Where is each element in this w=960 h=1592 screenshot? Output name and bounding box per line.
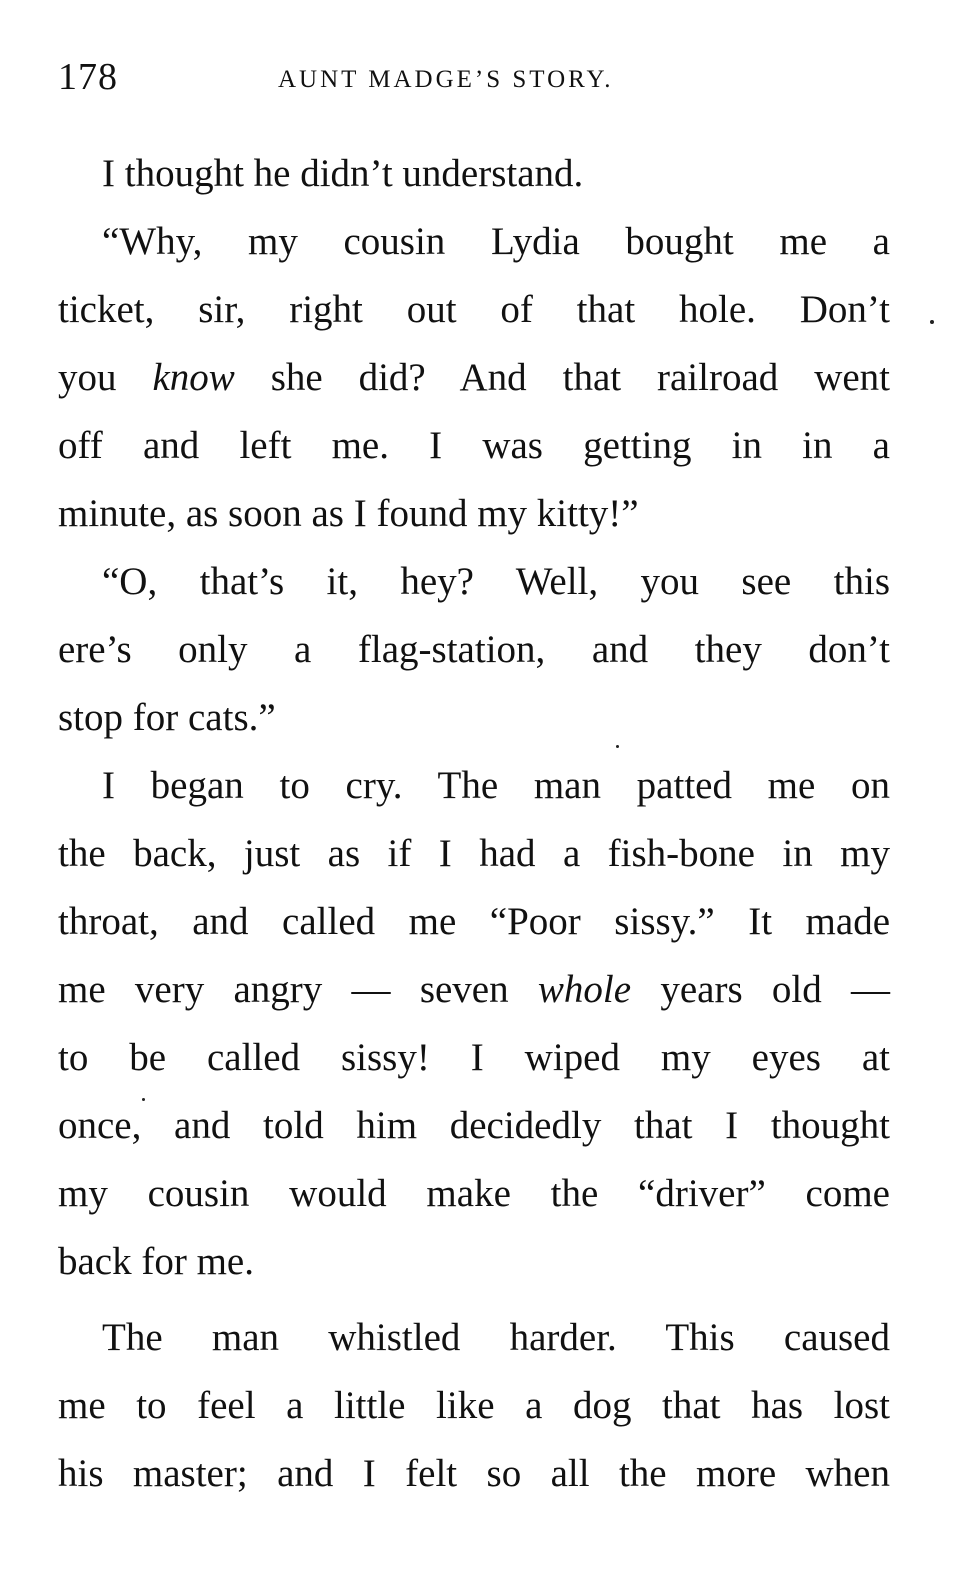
text-line: ere’s only a flag-station, and they don’t <box>58 628 890 671</box>
text-line: “Why, my cousin Lydia bought me a <box>102 220 890 263</box>
paragraph <box>58 548 890 752</box>
page-header <box>58 52 898 102</box>
body-text <box>58 140 890 1508</box>
paragraph <box>58 140 890 208</box>
emphasis-word: whole <box>537 968 632 1011</box>
text-line: I began to cry. The man patted me on <box>102 764 890 807</box>
text-line <box>58 956 890 1024</box>
emphasis-word: know <box>152 356 235 399</box>
text-line: back for me. <box>58 1240 254 1283</box>
print-speck <box>616 745 619 748</box>
text-line: once, and told him decidedly that I thought <box>58 1104 890 1147</box>
text-line: to be called sissy! I wiped my eyes at <box>58 1036 890 1079</box>
text-run: me very angry — seven <box>58 968 538 1011</box>
text-line: minute, as soon as I found my kitty!” <box>58 492 639 535</box>
text-line: ticket, sir, right out of that hole. Don’t <box>58 288 890 331</box>
text-run: years old — <box>631 968 890 1011</box>
text-line: stop for cats.” <box>58 696 276 739</box>
paragraph <box>58 208 890 548</box>
running-head: AUNT MADGE’S STORY. <box>278 66 614 93</box>
text-line: my cousin would make the “driver” come <box>58 1172 890 1215</box>
text-line: his master; and I felt so all the more when <box>58 1452 890 1495</box>
text-line: the back, just as if I had a fish-bone in my <box>58 832 890 875</box>
text-run: you <box>58 356 153 399</box>
text-line: throat, and called me “Poor sissy.” It made <box>58 900 890 943</box>
paragraph <box>58 1304 890 1508</box>
text-run: she did? And that railroad went <box>234 356 891 399</box>
text-line: I thought he didn’t understand. <box>102 152 584 195</box>
print-speck <box>142 1098 145 1101</box>
paragraph <box>58 752 890 1296</box>
page-number: 178 <box>58 56 118 98</box>
text-line: off and left me. I was getting in in a <box>58 424 890 467</box>
text-line: “O, that’s it, hey? Well, you see this <box>102 560 890 603</box>
print-speck <box>930 320 934 324</box>
text-line <box>58 344 890 412</box>
text-line: The man whistled harder. This caused <box>102 1316 890 1359</box>
text-line: me to feel a little like a dog that has lost <box>58 1384 890 1427</box>
